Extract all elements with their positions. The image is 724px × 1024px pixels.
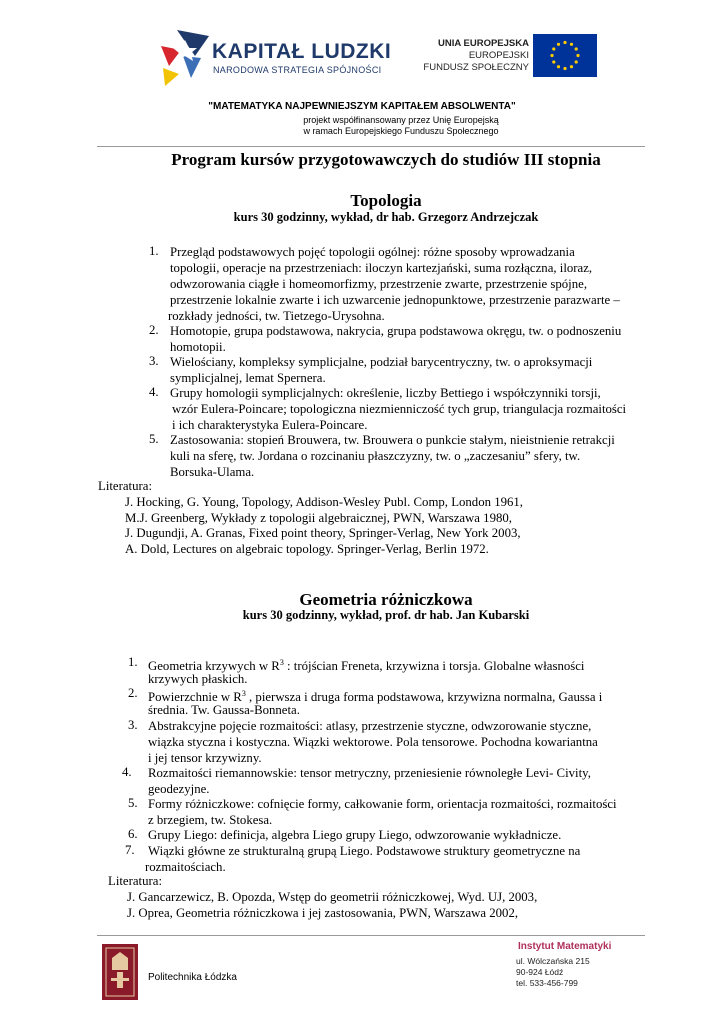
list-item-text: geodezyjne.: [148, 782, 210, 796]
list-item-text: Wiązki główne ze strukturalną grupą Liego. Podstawowe struktury geometryczne na: [148, 844, 581, 858]
list-item-number: 1.: [149, 244, 159, 258]
list-item-text: Borsuka-Ulama.: [170, 465, 255, 479]
eu-line-1: UNIA EUROPEJSKA: [438, 38, 529, 49]
politechnika-lodzka-logo-icon: [102, 944, 138, 1000]
list-item-number: 7.: [125, 843, 135, 857]
list-item-text: Homotopie, grupa podstawowa, nakrycia, grupa podstawowa okręgu, tw. o podnoszeniu: [170, 324, 622, 338]
list-item-text: homotopii.: [170, 340, 226, 354]
list-item-text: Grupy Liego: definicja, algebra Liego grupy Liego, odwzorowanie wykładnicze.: [148, 828, 562, 842]
literature-item: J. Oprea, Geometria różniczkowa i jej zastosowania, PWN, Warszawa 2002,: [127, 906, 519, 920]
topology-literature-label: Literatura:: [98, 479, 152, 493]
list-item-number: 1.: [128, 655, 138, 669]
list-item-text: i ich charakterystyka Eulera-Poincare.: [172, 418, 368, 432]
list-item-text: Powierzchnie w $R^3$ , pierwsza i druga forma podstawowa, krzywizna normalna, Gaussa i: [148, 689, 603, 704]
list-item-number: 6.: [128, 827, 138, 841]
list-item-text: Abstrakcyjne pojęcie rozmaitości: atlasy, przestrzenie styczne, odwzorowanie styczne,: [148, 719, 592, 733]
list-item-number: 3.: [128, 718, 138, 732]
eu-text-block: [423, 38, 529, 74]
institute-name: Instytut Matematyki: [518, 941, 612, 952]
header-divider: [97, 146, 645, 147]
project-motto: "MATEMATYKA NAJPEWNIEJSZYM KAPITAŁEM ABSOLWENTA": [208, 101, 516, 112]
list-item-text: Przegląd podstawowych pojęć topologii ogólnej: różne sposoby wprowadzania: [170, 245, 575, 259]
project-line-2: w ramach Europejskiego Funduszu Społecznego: [303, 126, 499, 136]
list-item-text: krzywych płaskich.: [148, 672, 248, 686]
list-item-text: symplicjalnej, lemat Spernera.: [170, 371, 326, 385]
eu-line-2: EUROPEJSKI: [468, 50, 529, 61]
list-item-text: Grupy homologii symplicjalnych: określenie, liczby Bettiego i współczynniki torsji,: [170, 386, 601, 400]
list-item-number: 5.: [149, 432, 159, 446]
list-item-text: rozmaitościach.: [145, 860, 226, 874]
list-item-number: 4.: [122, 765, 132, 779]
literature-item: J. Hocking, G. Young, Topology, Addison-Wesley Publ. Comp, London 1961,: [125, 495, 523, 509]
list-item-text: Formy różniczkowe: cofnięcie formy, całkowanie form, orientacja rozmaitości, rozmaitości: [148, 797, 617, 811]
list-item-text: Rozmaitości riemannowskie: tensor metryczny, przeniesienie równoległe Levi- Civity,: [148, 766, 591, 780]
list-item-text: kuli na sferę, tw. Jordana o rozcinaniu płaszczyzny, tw. o „zaczesaniu” sfery, tw.: [170, 449, 581, 463]
list-item-text: wiązka styczna i kostyczna. Wiązki wektorowe. Pola tensorowe. Pochodna kowariantna: [148, 735, 598, 749]
list-item-text: przestrzenie lokalnie zwarte i ich uzwarcenie jednopunktowe, przestrzenie parazwarte –: [170, 293, 620, 307]
literature-item: J. Dugundji, A. Granas, Fixed point theory, Springer-Verlag, New York 2003,: [125, 526, 521, 540]
brand-title: KAPITAŁ LUDZKI: [212, 40, 392, 63]
list-item-number: 4.: [149, 385, 159, 399]
kapital-ludzki-logo-icon: [155, 26, 215, 88]
geometry-subtitle: kurs 30 godzinny, wykład, prof. dr hab. Jan Kubarski: [242, 608, 530, 622]
document-title: Program kursów przygotowawczych do studiów III stopnia: [171, 150, 601, 169]
literature-item: J. Gancarzewicz, B. Opozda, Wstęp do geometrii różniczkowej, Wyd. UJ, 2003,: [127, 890, 538, 904]
literature-item: A. Dold, Lectures on algebraic topology. Springer-Verlag, Berlin 1972.: [125, 542, 489, 556]
footer-divider: [97, 935, 645, 936]
list-item-number: 5.: [128, 796, 138, 810]
list-item-text: Geometria krzywych w $R^3$ : trójścian Freneta, krzywizna i torsja. Globalne własności: [148, 658, 585, 673]
list-item-text: topologii, operacje na przestrzeniach: iloczyn kartezjański, suma rozłączna, iloraz,: [170, 261, 593, 275]
eu-flag-icon: [533, 34, 597, 77]
list-item-number: 2.: [149, 323, 159, 337]
brand-subtitle: NARODOWA STRATEGIA SPÓJNOŚCI: [213, 65, 382, 75]
list-item-text: wzór Eulera-Poincare; topologiczna niezmienniczość tych grup, triangulacja rozmaitości: [172, 402, 627, 416]
list-item-number: 2.: [128, 686, 138, 700]
list-item-text: średnia. Tw. Gaussa-Bonneta.: [148, 703, 300, 717]
topology-subtitle: kurs 30 godzinny, wykład, dr hab. Grzegorz Andrzejczak: [233, 210, 539, 224]
university-name: Politechnika Łódzka: [148, 972, 237, 983]
list-item-text: Zastosowania: stopień Brouwera, tw. Brouwera o punkcie stałym, nieistnienie retrakcji: [170, 433, 615, 447]
institute-phone: tel. 533-456-799: [516, 978, 578, 988]
institute-street: ul. Wólczańska 215: [516, 956, 590, 966]
list-item-number: 3.: [149, 354, 159, 368]
geometry-literature-label: Literatura:: [108, 874, 162, 888]
geometry-title: Geometria różniczkowa: [299, 590, 473, 609]
literature-item: M.J. Greenberg, Wykłady z topologii algebraicznej, PWN, Warszawa 1980,: [125, 511, 512, 525]
list-item-text: odwzorowania ciągłe i homeomorfizmy, przestrzenie zwarte, przestrzenie spójne,: [170, 277, 588, 291]
list-item-text: Wielościany, kompleksy symplicjalne, podział barycentryczny, tw. o aproksymacji: [170, 355, 593, 369]
list-item-text: i jej tensor krzywizny.: [148, 751, 262, 765]
institute-city: 90-924 Łódź: [516, 967, 564, 977]
project-line-1: projekt współfinansowany przez Unię Europejską: [303, 115, 499, 125]
list-item-text: rozkłady jedności, tw. Tietzego-Urysohna.: [168, 309, 385, 323]
topology-title: Topologia: [350, 191, 422, 210]
eu-line-3: FUNDUSZ SPOŁECZNY: [423, 62, 529, 73]
list-item-text: z brzegiem, tw. Stokesa.: [148, 813, 273, 827]
